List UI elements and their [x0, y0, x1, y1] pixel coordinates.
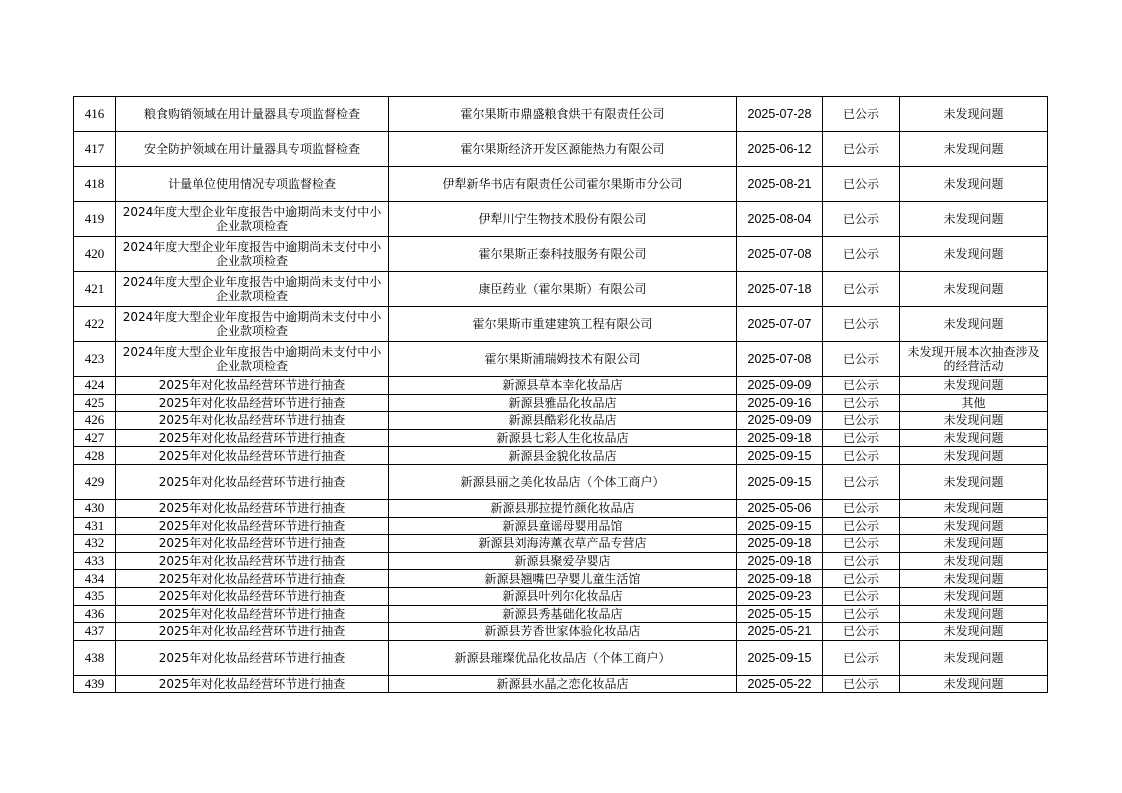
cell-inspection-item: 2025年对化妆品经营环节进行抽查: [116, 377, 389, 395]
cell-publication-status: 已公示: [823, 570, 900, 588]
table-body: [74, 97, 1048, 693]
table-row: [74, 675, 1048, 693]
table-row: [74, 623, 1048, 641]
cell-serial-number: 435: [74, 587, 116, 605]
cell-inspection-result: 未发现问题: [900, 675, 1048, 693]
table-row: [74, 307, 1048, 342]
cell-inspection-item: 计量单位使用情况专项监督检查: [116, 167, 389, 202]
cell-serial-number: 416: [74, 97, 116, 132]
cell-company-name: 新源县七彩人生化妆品店: [389, 429, 737, 447]
cell-serial-number: 422: [74, 307, 116, 342]
table-row: [74, 342, 1048, 377]
table-row: [74, 570, 1048, 588]
cell-company-name: 新源县璀璨优品化妆品店（个体工商户）: [389, 640, 737, 675]
cell-inspection-date: 2025-09-18: [737, 535, 823, 553]
cell-company-name: 新源县草本幸化妆品店: [389, 377, 737, 395]
cell-inspection-date: 2025-09-18: [737, 570, 823, 588]
cell-inspection-item: 2024年度大型企业年度报告中逾期尚未支付中小企业款项检查: [116, 307, 389, 342]
cell-inspection-date: 2025-09-15: [737, 517, 823, 535]
cell-inspection-result: 未发现问题: [900, 605, 1048, 623]
cell-inspection-date: 2025-07-18: [737, 272, 823, 307]
cell-inspection-date: 2025-09-09: [737, 412, 823, 430]
cell-company-name: 伊犁新华书店有限责任公司霍尔果斯市分公司: [389, 167, 737, 202]
cell-publication-status: 已公示: [823, 587, 900, 605]
cell-inspection-item: 2025年对化妆品经营环节进行抽查: [116, 517, 389, 535]
cell-publication-status: 已公示: [823, 412, 900, 430]
cell-inspection-date: 2025-07-08: [737, 237, 823, 272]
cell-inspection-date: 2025-05-06: [737, 499, 823, 517]
cell-inspection-date: 2025-09-23: [737, 587, 823, 605]
cell-publication-status: 已公示: [823, 377, 900, 395]
cell-inspection-result: 未发现问题: [900, 97, 1048, 132]
cell-inspection-date: 2025-08-21: [737, 167, 823, 202]
cell-inspection-result: 未发现问题: [900, 552, 1048, 570]
cell-inspection-date: 2025-09-15: [737, 464, 823, 499]
cell-inspection-result: 未发现问题: [900, 167, 1048, 202]
cell-inspection-date: 2025-07-08: [737, 342, 823, 377]
cell-serial-number: 424: [74, 377, 116, 395]
cell-inspection-result: 未发现问题: [900, 587, 1048, 605]
cell-company-name: 新源县秀基础化妆品店: [389, 605, 737, 623]
inspection-results-table: [73, 96, 1048, 693]
table-row: [74, 429, 1048, 447]
cell-inspection-item: 2024年度大型企业年度报告中逾期尚未支付中小企业款项检查: [116, 342, 389, 377]
cell-publication-status: 已公示: [823, 132, 900, 167]
cell-serial-number: 429: [74, 464, 116, 499]
cell-inspection-date: 2025-07-07: [737, 307, 823, 342]
cell-inspection-result: 其他: [900, 394, 1048, 412]
table-row: [74, 97, 1048, 132]
cell-company-name: 霍尔果斯市重建建筑工程有限公司: [389, 307, 737, 342]
cell-serial-number: 426: [74, 412, 116, 430]
cell-serial-number: 417: [74, 132, 116, 167]
cell-inspection-item: 2025年对化妆品经营环节进行抽查: [116, 412, 389, 430]
cell-publication-status: 已公示: [823, 272, 900, 307]
cell-serial-number: 418: [74, 167, 116, 202]
cell-publication-status: 已公示: [823, 640, 900, 675]
cell-inspection-result: 未发现问题: [900, 499, 1048, 517]
cell-company-name: 霍尔果斯经济开发区源能热力有限公司: [389, 132, 737, 167]
cell-inspection-result: 未发现问题: [900, 429, 1048, 447]
cell-serial-number: 434: [74, 570, 116, 588]
table-row: [74, 132, 1048, 167]
cell-inspection-item: 2025年对化妆品经营环节进行抽查: [116, 535, 389, 553]
cell-company-name: 新源县酷彩化妆品店: [389, 412, 737, 430]
cell-inspection-item: 2025年对化妆品经营环节进行抽查: [116, 464, 389, 499]
cell-inspection-date: 2025-09-15: [737, 447, 823, 465]
cell-inspection-item: 2025年对化妆品经营环节进行抽查: [116, 605, 389, 623]
cell-company-name: 霍尔果斯浦瑞姆技术有限公司: [389, 342, 737, 377]
cell-inspection-item: 2025年对化妆品经营环节进行抽查: [116, 587, 389, 605]
table-row: [74, 202, 1048, 237]
table-row: [74, 377, 1048, 395]
cell-inspection-result: 未发现问题: [900, 640, 1048, 675]
table-row: [74, 499, 1048, 517]
table-row: [74, 517, 1048, 535]
cell-inspection-result: 未发现问题: [900, 623, 1048, 641]
cell-publication-status: 已公示: [823, 167, 900, 202]
cell-inspection-item: 2025年对化妆品经营环节进行抽查: [116, 447, 389, 465]
cell-company-name: 新源县翘嘴巴孕婴儿童生活馆: [389, 570, 737, 588]
table-row: [74, 412, 1048, 430]
cell-inspection-result: 未发现问题: [900, 202, 1048, 237]
cell-company-name: 新源县芳香世家体验化妆品店: [389, 623, 737, 641]
cell-serial-number: 436: [74, 605, 116, 623]
cell-publication-status: 已公示: [823, 605, 900, 623]
table-row: [74, 587, 1048, 605]
table-row: [74, 447, 1048, 465]
cell-serial-number: 427: [74, 429, 116, 447]
cell-inspection-item: 2025年对化妆品经营环节进行抽查: [116, 394, 389, 412]
cell-inspection-item: 安全防护领域在用计量器具专项监督检查: [116, 132, 389, 167]
cell-inspection-result: 未发现问题: [900, 272, 1048, 307]
table-row: [74, 464, 1048, 499]
cell-inspection-date: 2025-08-04: [737, 202, 823, 237]
cell-publication-status: 已公示: [823, 394, 900, 412]
cell-inspection-date: 2025-09-16: [737, 394, 823, 412]
cell-serial-number: 421: [74, 272, 116, 307]
cell-inspection-date: 2025-09-15: [737, 640, 823, 675]
cell-serial-number: 439: [74, 675, 116, 693]
cell-company-name: 霍尔果斯市鼎盛粮食烘干有限责任公司: [389, 97, 737, 132]
cell-inspection-item: 2025年对化妆品经营环节进行抽查: [116, 499, 389, 517]
cell-company-name: 新源县叶列尔化妆品店: [389, 587, 737, 605]
cell-publication-status: 已公示: [823, 202, 900, 237]
cell-inspection-result: 未发现问题: [900, 132, 1048, 167]
cell-inspection-date: 2025-05-21: [737, 623, 823, 641]
cell-company-name: 伊犁川宁生物技术股份有限公司: [389, 202, 737, 237]
cell-serial-number: 433: [74, 552, 116, 570]
table-row: [74, 552, 1048, 570]
cell-serial-number: 419: [74, 202, 116, 237]
cell-publication-status: 已公示: [823, 464, 900, 499]
cell-inspection-date: 2025-05-15: [737, 605, 823, 623]
cell-inspection-date: 2025-05-22: [737, 675, 823, 693]
cell-serial-number: 425: [74, 394, 116, 412]
table-row: [74, 535, 1048, 553]
cell-inspection-result: 未发现问题: [900, 237, 1048, 272]
cell-inspection-item: 2024年度大型企业年度报告中逾期尚未支付中小企业款项检查: [116, 272, 389, 307]
table-row: [74, 640, 1048, 675]
cell-publication-status: 已公示: [823, 517, 900, 535]
cell-publication-status: 已公示: [823, 237, 900, 272]
cell-serial-number: 420: [74, 237, 116, 272]
cell-company-name: 新源县那拉提竹颜化妆品店: [389, 499, 737, 517]
cell-inspection-result: 未发现问题: [900, 570, 1048, 588]
cell-inspection-result: 未发现问题: [900, 307, 1048, 342]
cell-inspection-item: 2025年对化妆品经营环节进行抽查: [116, 552, 389, 570]
table-row: [74, 605, 1048, 623]
cell-serial-number: 428: [74, 447, 116, 465]
cell-publication-status: 已公示: [823, 675, 900, 693]
cell-company-name: 新源县童谣母婴用品馆: [389, 517, 737, 535]
table-row: [74, 272, 1048, 307]
cell-company-name: 新源县聚爱孕婴店: [389, 552, 737, 570]
cell-publication-status: 已公示: [823, 499, 900, 517]
cell-company-name: 霍尔果斯正泰科技服务有限公司: [389, 237, 737, 272]
cell-inspection-result: 未发现问题: [900, 517, 1048, 535]
cell-inspection-item: 2024年度大型企业年度报告中逾期尚未支付中小企业款项检查: [116, 237, 389, 272]
cell-inspection-item: 2025年对化妆品经营环节进行抽查: [116, 429, 389, 447]
cell-serial-number: 431: [74, 517, 116, 535]
cell-inspection-item: 粮食购销领域在用计量器具专项监督检查: [116, 97, 389, 132]
cell-company-name: 新源县刘海涛薰衣草产品专营店: [389, 535, 737, 553]
cell-publication-status: 已公示: [823, 97, 900, 132]
cell-inspection-result: 未发现问题: [900, 377, 1048, 395]
cell-publication-status: 已公示: [823, 342, 900, 377]
cell-company-name: 康臣药业（霍尔果斯）有限公司: [389, 272, 737, 307]
cell-serial-number: 437: [74, 623, 116, 641]
cell-inspection-result: 未发现问题: [900, 447, 1048, 465]
cell-publication-status: 已公示: [823, 535, 900, 553]
table-row: [74, 237, 1048, 272]
cell-inspection-item: 2024年度大型企业年度报告中逾期尚未支付中小企业款项检查: [116, 202, 389, 237]
cell-company-name: 新源县水晶之恋化妆品店: [389, 675, 737, 693]
cell-serial-number: 430: [74, 499, 116, 517]
cell-inspection-date: 2025-09-18: [737, 552, 823, 570]
cell-inspection-date: 2025-09-09: [737, 377, 823, 395]
cell-inspection-item: 2025年对化妆品经营环节进行抽查: [116, 570, 389, 588]
cell-inspection-date: 2025-07-28: [737, 97, 823, 132]
cell-company-name: 新源县丽之美化妆品店（个体工商户）: [389, 464, 737, 499]
cell-publication-status: 已公示: [823, 447, 900, 465]
cell-company-name: 新源县雅品化妆品店: [389, 394, 737, 412]
cell-inspection-result: 未发现开展本次抽查涉及的经营活动: [900, 342, 1048, 377]
cell-publication-status: 已公示: [823, 623, 900, 641]
cell-company-name: 新源县金貌化妆品店: [389, 447, 737, 465]
cell-inspection-result: 未发现问题: [900, 535, 1048, 553]
cell-serial-number: 432: [74, 535, 116, 553]
cell-serial-number: 423: [74, 342, 116, 377]
cell-publication-status: 已公示: [823, 307, 900, 342]
cell-inspection-date: 2025-06-12: [737, 132, 823, 167]
cell-publication-status: 已公示: [823, 429, 900, 447]
table-row: [74, 167, 1048, 202]
table-row: [74, 394, 1048, 412]
cell-serial-number: 438: [74, 640, 116, 675]
cell-publication-status: 已公示: [823, 552, 900, 570]
cell-inspection-item: 2025年对化妆品经营环节进行抽查: [116, 675, 389, 693]
cell-inspection-date: 2025-09-18: [737, 429, 823, 447]
cell-inspection-result: 未发现问题: [900, 412, 1048, 430]
cell-inspection-item: 2025年对化妆品经营环节进行抽查: [116, 640, 389, 675]
cell-inspection-result: 未发现问题: [900, 464, 1048, 499]
cell-inspection-item: 2025年对化妆品经营环节进行抽查: [116, 623, 389, 641]
